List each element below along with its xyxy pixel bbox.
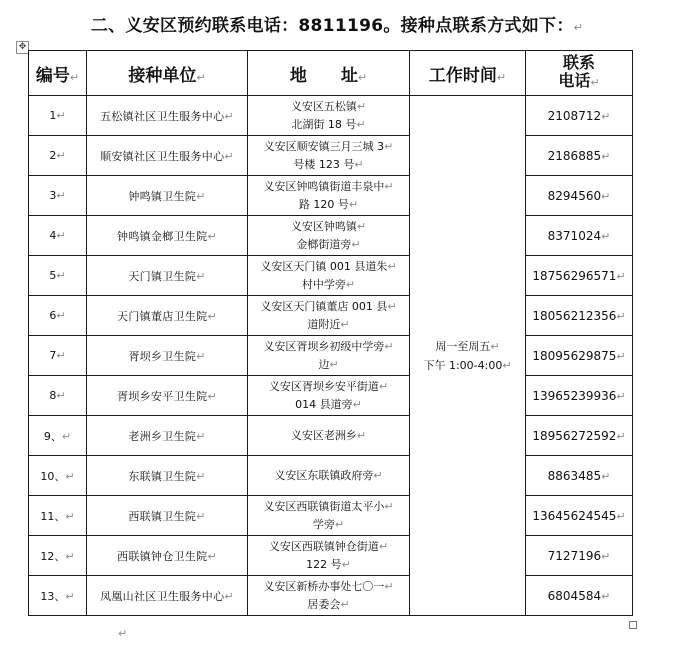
- table-resize-handle[interactable]: [629, 621, 637, 629]
- table-row: [29, 176, 633, 216]
- cell-address: 义安区天门镇董店 001 县↵ 道附近↵: [248, 296, 410, 336]
- cell-unit: 西联镇卫生院↵: [87, 496, 248, 536]
- cell-address: 义安区顺安镇三月三城 3↵ 号楼 123 号↵: [248, 136, 410, 176]
- cell-unit: 凤凰山社区卫生服务中心↵: [87, 576, 248, 616]
- paragraph-mark-icon: ↵: [601, 469, 611, 483]
- paragraph-mark-icon: ↵: [601, 229, 611, 243]
- paragraph-mark-icon: ↵: [384, 179, 394, 193]
- paragraph-mark-icon: ↵: [345, 277, 356, 291]
- table-row: [29, 216, 633, 256]
- contact-table: [28, 50, 633, 616]
- paragraph-mark-icon: ↵: [616, 309, 626, 323]
- table-body: [29, 96, 633, 616]
- table-row: [29, 496, 633, 536]
- paragraph-mark-icon: ↵: [65, 509, 75, 523]
- table-row: [29, 256, 633, 296]
- paragraph-mark-icon: ↵: [340, 317, 350, 331]
- paragraph-mark-icon: ↵: [56, 149, 66, 162]
- cell-number: 4↵: [29, 216, 87, 256]
- header-unit: 接种单位↵: [87, 51, 248, 96]
- paragraph-mark-icon: ↵: [69, 70, 80, 84]
- paragraph-mark-icon: ↵: [207, 229, 217, 243]
- cell-address: 义安区胥坝乡初级中学旁↵ 边↵: [248, 336, 410, 376]
- paragraph-mark-icon: ↵: [601, 549, 611, 563]
- paragraph-mark-icon: ↵: [387, 299, 397, 313]
- paragraph-mark-icon: ↵: [224, 149, 234, 163]
- paragraph-mark-icon: ↵: [207, 309, 217, 323]
- paragraph-mark-icon: ↵: [352, 397, 362, 411]
- paragraph-mark-icon: ↵: [56, 269, 66, 282]
- cell-unit: 东联镇卫生院↵: [87, 456, 248, 496]
- paragraph-mark-icon: ↵: [573, 21, 584, 34]
- cell-number: 8↵: [29, 376, 87, 416]
- cell-unit: 胥坝乡安平卫生院↵: [87, 376, 248, 416]
- paragraph-mark-icon: ↵: [378, 379, 389, 393]
- cell-address: 义安区胥坝乡安平街道↵ 014 县道旁↵: [248, 376, 410, 416]
- paragraph-mark-icon: ↵: [56, 309, 66, 322]
- cell-unit: 胥坝乡卫生院↵: [87, 336, 248, 376]
- paragraph-mark-icon: ↵: [357, 70, 368, 84]
- cell-phone: 6804584↵: [526, 576, 633, 616]
- cell-address: 义安区天门镇 001 县道朱↵ 村中学旁↵: [248, 256, 410, 296]
- cell-number: 13、↵: [29, 576, 87, 616]
- paragraph-mark-icon: ↵: [56, 109, 66, 122]
- table-row: [29, 136, 633, 176]
- cell-phone: 18056212356↵: [526, 296, 633, 336]
- table-row: [29, 416, 633, 456]
- cell-work-time: 周一至周五↵ 下午 1:00-4:00↵: [410, 96, 526, 616]
- paragraph-mark-icon: ↵: [384, 579, 394, 593]
- table-row: [29, 96, 633, 136]
- cell-phone: 2186885↵: [526, 136, 633, 176]
- paragraph-mark-icon: ↵: [356, 219, 367, 233]
- paragraph-mark-icon: ↵: [207, 389, 217, 403]
- header-time: 工作时间↵: [410, 51, 526, 96]
- cell-unit: 西联镇钟仓卫生院↵: [87, 536, 248, 576]
- paragraph-mark-icon: ↵: [118, 627, 128, 640]
- cell-address: 义安区西联镇街道太平小↵ 学旁↵: [248, 496, 410, 536]
- table-row: [29, 456, 633, 496]
- paragraph-mark-icon: ↵: [590, 76, 600, 89]
- paragraph-mark-icon: ↵: [601, 589, 611, 603]
- table-row: [29, 336, 633, 376]
- heading-text: 二、义安区预约联系电话：8811196。接种点联系方式如下：: [90, 16, 574, 36]
- cell-unit: 顺安镇社区卫生服务中心↵: [87, 136, 248, 176]
- cell-unit: 老洲乡卫生院↵: [87, 416, 248, 456]
- paragraph-mark-icon: ↵: [384, 499, 394, 513]
- cell-phone: 13965239936↵: [526, 376, 633, 416]
- paragraph-mark-icon: ↵: [356, 99, 367, 113]
- paragraph-mark-icon: ↵: [65, 549, 75, 563]
- paragraph-mark-icon: ↵: [196, 469, 206, 483]
- paragraph-mark-icon: ↵: [351, 237, 361, 251]
- cell-phone: 8371024↵: [526, 216, 633, 256]
- paragraph-mark-icon: ↵: [496, 70, 507, 84]
- paragraph-mark-icon: ↵: [224, 589, 234, 603]
- paragraph-mark-icon: ↵: [56, 189, 66, 202]
- table-header-row: [29, 51, 633, 96]
- cell-number: 12、↵: [29, 536, 87, 576]
- paragraph-mark-icon: ↵: [616, 429, 626, 443]
- cell-number: 3↵: [29, 176, 87, 216]
- cell-phone: 2108712↵: [526, 96, 633, 136]
- table-row: [29, 376, 633, 416]
- cell-address: 义安区东联镇政府旁↵: [248, 456, 410, 496]
- cell-phone: 7127196↵: [526, 536, 633, 576]
- paragraph-mark-icon: ↵: [196, 509, 206, 523]
- paragraph-mark-icon: ↵: [490, 339, 500, 353]
- cell-address: 义安区钟鸣镇↵ 金榔街道旁↵: [248, 216, 410, 256]
- paragraph-mark-icon: ↵: [356, 117, 366, 131]
- cell-unit: 钟鸣镇金榔卫生院↵: [87, 216, 248, 256]
- cell-number: 9、↵: [29, 416, 87, 456]
- paragraph-mark-icon: ↵: [502, 358, 512, 372]
- paragraph-mark-icon: ↵: [373, 468, 383, 482]
- paragraph-mark-icon: ↵: [196, 189, 206, 203]
- paragraph-mark-icon: ↵: [616, 349, 626, 363]
- cell-phone: 18956272592↵: [526, 416, 633, 456]
- paragraph-mark-icon: ↵: [384, 339, 394, 353]
- paragraph-mark-icon: ↵: [56, 389, 66, 402]
- paragraph-mark-icon: ↵: [56, 229, 66, 242]
- paragraph-mark-icon: ↵: [616, 509, 626, 523]
- header-number: 编号↵: [29, 51, 87, 96]
- section-heading: [0, 11, 674, 36]
- paragraph-mark-icon: ↵: [56, 349, 66, 362]
- paragraph-mark-icon: ↵: [329, 357, 339, 371]
- paragraph-mark-icon: ↵: [196, 429, 206, 443]
- cell-address: 义安区西联镇钟仓街道↵ 122 号↵: [248, 536, 410, 576]
- header-address: 地 址↵: [248, 51, 410, 96]
- cell-number: 7↵: [29, 336, 87, 376]
- table-move-handle-icon[interactable]: ✥: [16, 41, 29, 54]
- cell-number: 5↵: [29, 256, 87, 296]
- paragraph-mark-icon: ↵: [196, 349, 206, 363]
- paragraph-mark-icon: ↵: [207, 549, 217, 563]
- paragraph-mark-icon: ↵: [356, 428, 367, 442]
- table-row: [29, 296, 633, 336]
- header-contact: 联系 电话↵: [526, 51, 633, 96]
- cell-phone: 13645624545↵: [526, 496, 633, 536]
- paragraph-mark-icon: ↵: [601, 149, 611, 163]
- cell-address: 义安区老洲乡↵: [248, 416, 410, 456]
- cell-address: 义安区新桥办事处七〇一↵ 居委会↵: [248, 576, 410, 616]
- paragraph-mark-icon: ↵: [616, 269, 626, 283]
- cell-address: 义安区钟鸣镇街道丰泉中↵ 路 120 号↵: [248, 176, 410, 216]
- cell-phone: 8863485↵: [526, 456, 633, 496]
- cell-number: 6↵: [29, 296, 87, 336]
- cell-unit: 五松镇社区卫生服务中心↵: [87, 96, 248, 136]
- contact-table-wrapper: [28, 50, 633, 616]
- paragraph-mark-icon: ↵: [334, 517, 345, 531]
- cell-number: 10、↵: [29, 456, 87, 496]
- cell-number: 1↵: [29, 96, 87, 136]
- paragraph-mark-icon: ↵: [601, 189, 611, 203]
- cell-unit: 天门镇董店卫生院↵: [87, 296, 248, 336]
- cell-unit: 天门镇卫生院↵: [87, 256, 248, 296]
- cell-number: 11、↵: [29, 496, 87, 536]
- paragraph-mark-icon: ↵: [224, 109, 234, 123]
- paragraph-mark-icon: ↵: [601, 109, 611, 123]
- paragraph-mark-icon: ↵: [65, 589, 75, 603]
- paragraph-mark-icon: ↵: [61, 429, 72, 443]
- cell-address: 义安区五松镇↵ 北湖街 18 号↵: [248, 96, 410, 136]
- paragraph-mark-icon: ↵: [65, 469, 75, 483]
- paragraph-mark-icon: ↵: [384, 139, 394, 153]
- paragraph-mark-icon: ↵: [340, 597, 350, 611]
- cell-number: 2↵: [29, 136, 87, 176]
- paragraph-mark-icon: ↵: [196, 269, 206, 283]
- cell-unit: 钟鸣镇卫生院↵: [87, 176, 248, 216]
- cell-phone: 18095629875↵: [526, 336, 633, 376]
- table-row: [29, 536, 633, 576]
- paragraph-mark-icon: ↵: [196, 70, 206, 84]
- paragraph-mark-icon: ↵: [354, 157, 364, 171]
- table-row: [29, 576, 633, 616]
- paragraph-mark-icon: ↵: [616, 389, 626, 403]
- cell-phone: 18756296571↵: [526, 256, 633, 296]
- paragraph-mark-icon: ↵: [348, 197, 359, 211]
- paragraph-mark-icon: ↵: [341, 557, 351, 571]
- cell-phone: 8294560↵: [526, 176, 633, 216]
- paragraph-mark-icon: ↵: [378, 539, 389, 553]
- paragraph-mark-icon: ↵: [387, 259, 397, 273]
